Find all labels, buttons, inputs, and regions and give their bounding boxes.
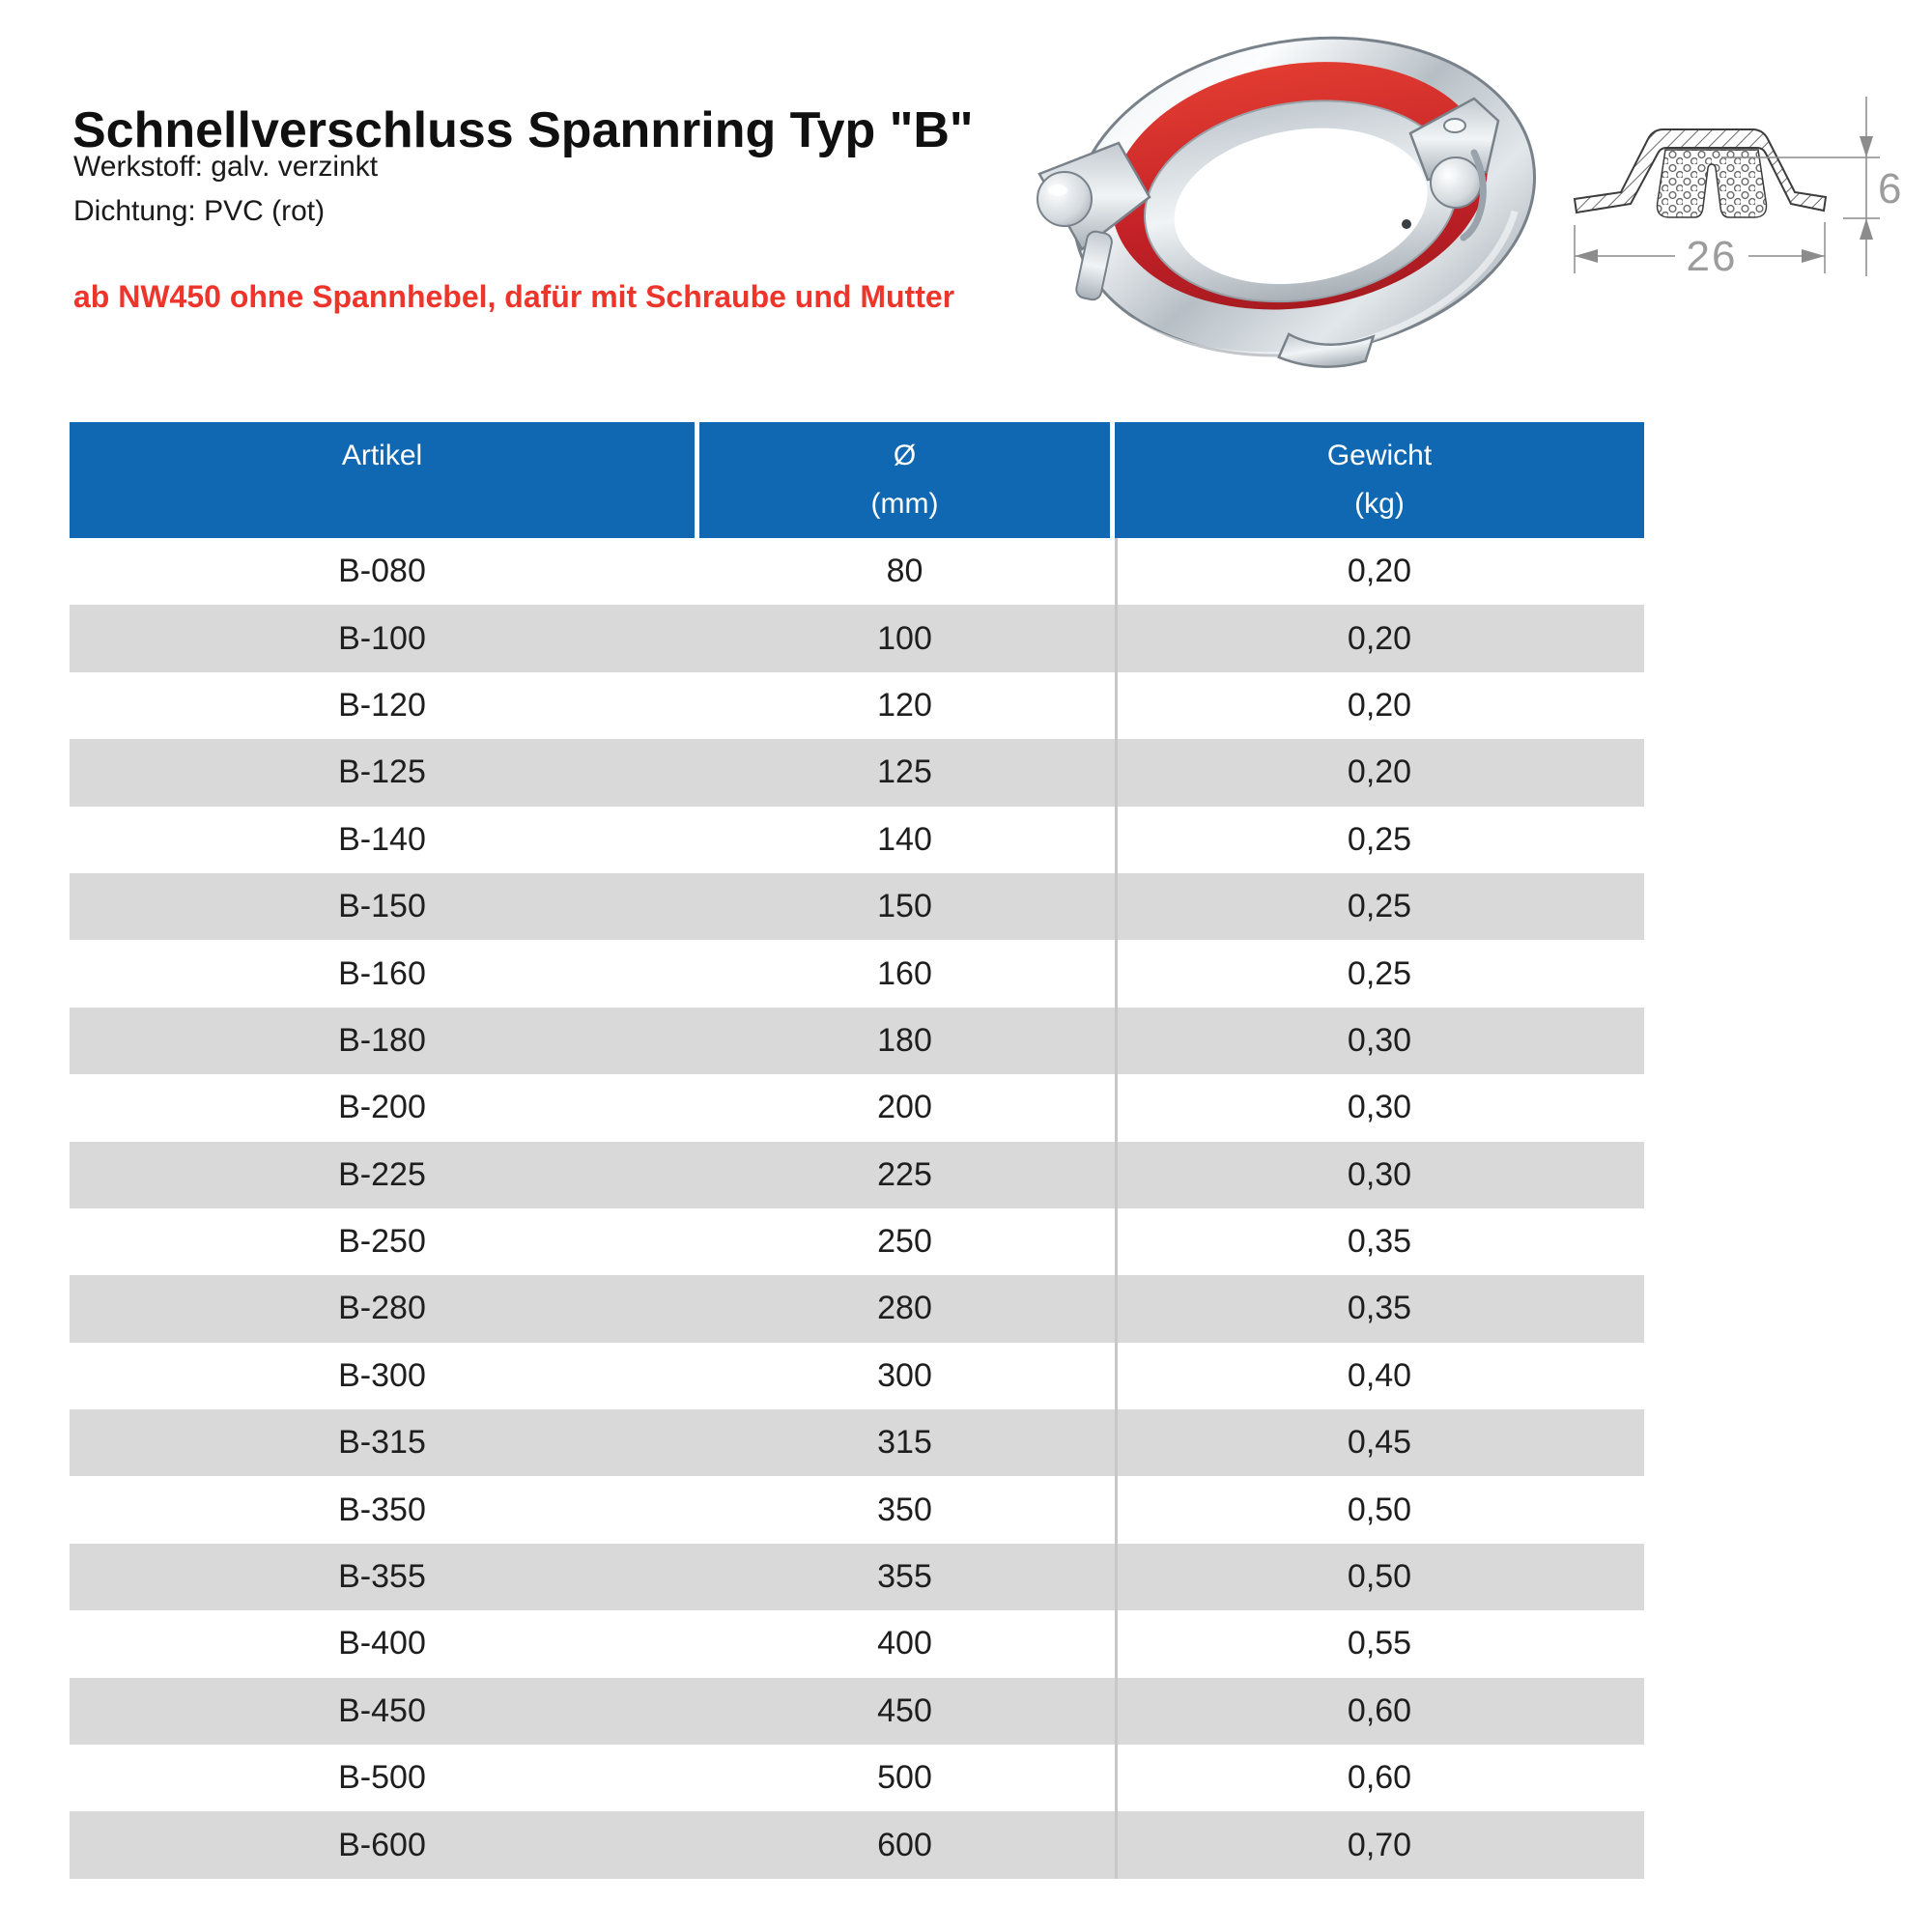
column-label: Ø: [893, 440, 917, 471]
artikel-cell: B-100: [338, 619, 426, 657]
table-header: [70, 422, 1644, 538]
artikel-cell: B-400: [338, 1625, 426, 1662]
hinge-bolt-head: [1037, 172, 1092, 226]
profile-rubber-dots: [1658, 150, 1767, 217]
diameter-cell: 500: [877, 1759, 932, 1797]
table-row: [70, 1544, 1644, 1610]
weight-cell: 0,60: [1347, 1691, 1412, 1729]
product-meta: [73, 145, 378, 234]
table-row: [70, 1008, 1644, 1074]
nw450-note: ab NW450 ohne Spannhebel, dafür mit Schraube und Mutter: [73, 279, 955, 314]
artikel-cell: B-300: [338, 1356, 426, 1394]
diameter-cell: 225: [877, 1155, 932, 1193]
artikel-cell: B-600: [338, 1826, 426, 1863]
weight-cell: 0,30: [1347, 1089, 1412, 1126]
diameter-cell: 180: [877, 1021, 932, 1059]
latch-hole: [1444, 119, 1465, 132]
diameter-cell: 250: [877, 1223, 932, 1261]
diameter-cell: 100: [877, 619, 932, 657]
artikel-cell: B-315: [338, 1424, 426, 1462]
table-row: [70, 1476, 1644, 1543]
table-body: [70, 538, 1644, 1879]
material-line: Werkstoff: galv. verzinkt: [73, 151, 379, 183]
diameter-cell: 355: [877, 1558, 932, 1596]
table-row: [70, 940, 1644, 1007]
artikel-cell: B-080: [338, 553, 426, 590]
width-dimension-label: 26: [1686, 233, 1738, 280]
diameter-cell: 200: [877, 1089, 932, 1126]
weight-cell: 0,20: [1347, 686, 1412, 724]
diameter-cell: 120: [877, 686, 932, 724]
diameter-cell: 350: [877, 1491, 932, 1528]
weight-cell: 0,25: [1347, 820, 1412, 858]
diameter-cell: 140: [877, 820, 932, 858]
weight-cell: 0,50: [1347, 1491, 1412, 1528]
hinge-bolt-highlight: [1048, 185, 1067, 196]
column-header-artikel: [70, 422, 695, 538]
band-hole: [1402, 219, 1411, 229]
weight-cell: 0,55: [1347, 1625, 1412, 1662]
product-photo-clamp-ring: [1022, 8, 1587, 380]
column-divider-line: [1115, 538, 1118, 1879]
weight-cell: 0,30: [1347, 1155, 1412, 1193]
weight-cell: 0,25: [1347, 888, 1412, 925]
artikel-cell: B-140: [338, 820, 426, 858]
diameter-cell: 400: [877, 1625, 932, 1662]
table-row: [70, 739, 1644, 806]
table-row: [70, 538, 1644, 605]
artikel-cell: B-200: [338, 1089, 426, 1126]
seal-profile-drawing: [1567, 56, 1905, 302]
profile-drawing-svg: [1567, 56, 1905, 302]
column-sublabel: (kg): [1354, 488, 1405, 520]
height-dimension-label: 6: [1878, 165, 1904, 213]
artikel-cell: B-450: [338, 1691, 426, 1729]
weight-cell: 0,40: [1347, 1356, 1412, 1394]
artikel-cell: B-280: [338, 1290, 426, 1327]
table-row: [70, 1343, 1644, 1409]
spec-table: [70, 422, 1644, 1879]
table-row: [70, 1074, 1644, 1141]
table-row: [70, 1275, 1644, 1342]
table-row: [70, 873, 1644, 940]
table-row: [70, 1610, 1644, 1677]
column-label: Gewicht: [1326, 440, 1433, 471]
table-row: [70, 1678, 1644, 1745]
weight-cell: 0,20: [1347, 553, 1412, 590]
page-title: Schnellverschluss Spannring Typ "B": [72, 101, 974, 158]
artikel-cell: B-355: [338, 1558, 426, 1596]
diameter-cell: 150: [877, 888, 932, 925]
weight-cell: 0,20: [1347, 753, 1412, 791]
weight-cell: 0,70: [1347, 1826, 1412, 1863]
column-sublabel: (mm): [870, 488, 939, 520]
artikel-cell: B-150: [338, 888, 426, 925]
weight-cell: 0,35: [1347, 1223, 1412, 1261]
latch-rivet: [1431, 157, 1481, 208]
clamp-ring-illustration: [1022, 8, 1587, 380]
table-row: [70, 807, 1644, 873]
diameter-cell: 450: [877, 1691, 932, 1729]
table-row: [70, 672, 1644, 739]
table-row: [70, 1142, 1644, 1208]
artikel-cell: B-180: [338, 1021, 426, 1059]
artikel-cell: B-500: [338, 1759, 426, 1797]
artikel-cell: B-350: [338, 1491, 426, 1528]
table-row: [70, 1811, 1644, 1878]
weight-cell: 0,20: [1347, 619, 1412, 657]
weight-cell: 0,50: [1347, 1558, 1412, 1596]
column-header-gewicht: [1115, 422, 1644, 538]
artikel-cell: B-120: [338, 686, 426, 724]
weight-cell: 0,35: [1347, 1290, 1412, 1327]
diameter-cell: 80: [886, 553, 923, 590]
table-row: [70, 1745, 1644, 1811]
diameter-cell: 315: [877, 1424, 932, 1462]
weight-cell: 0,45: [1347, 1424, 1412, 1462]
table-row: [70, 605, 1644, 671]
table-row: [70, 1208, 1644, 1275]
diameter-cell: 600: [877, 1826, 932, 1863]
diameter-cell: 300: [877, 1356, 932, 1394]
artikel-cell: B-160: [338, 954, 426, 992]
artikel-cell: B-125: [338, 753, 426, 791]
table-row: [70, 1409, 1644, 1476]
seal-line: Dichtung: PVC (rot): [73, 195, 326, 227]
weight-cell: 0,30: [1347, 1021, 1412, 1059]
column-label: Artikel: [341, 440, 423, 471]
column-header-diameter: [699, 422, 1110, 538]
weight-cell: 0,25: [1347, 954, 1412, 992]
diameter-cell: 125: [877, 753, 932, 791]
diameter-cell: 160: [877, 954, 932, 992]
diameter-cell: 280: [877, 1290, 932, 1327]
artikel-cell: B-250: [338, 1223, 426, 1261]
artikel-cell: B-225: [338, 1155, 426, 1193]
weight-cell: 0,60: [1347, 1759, 1412, 1797]
